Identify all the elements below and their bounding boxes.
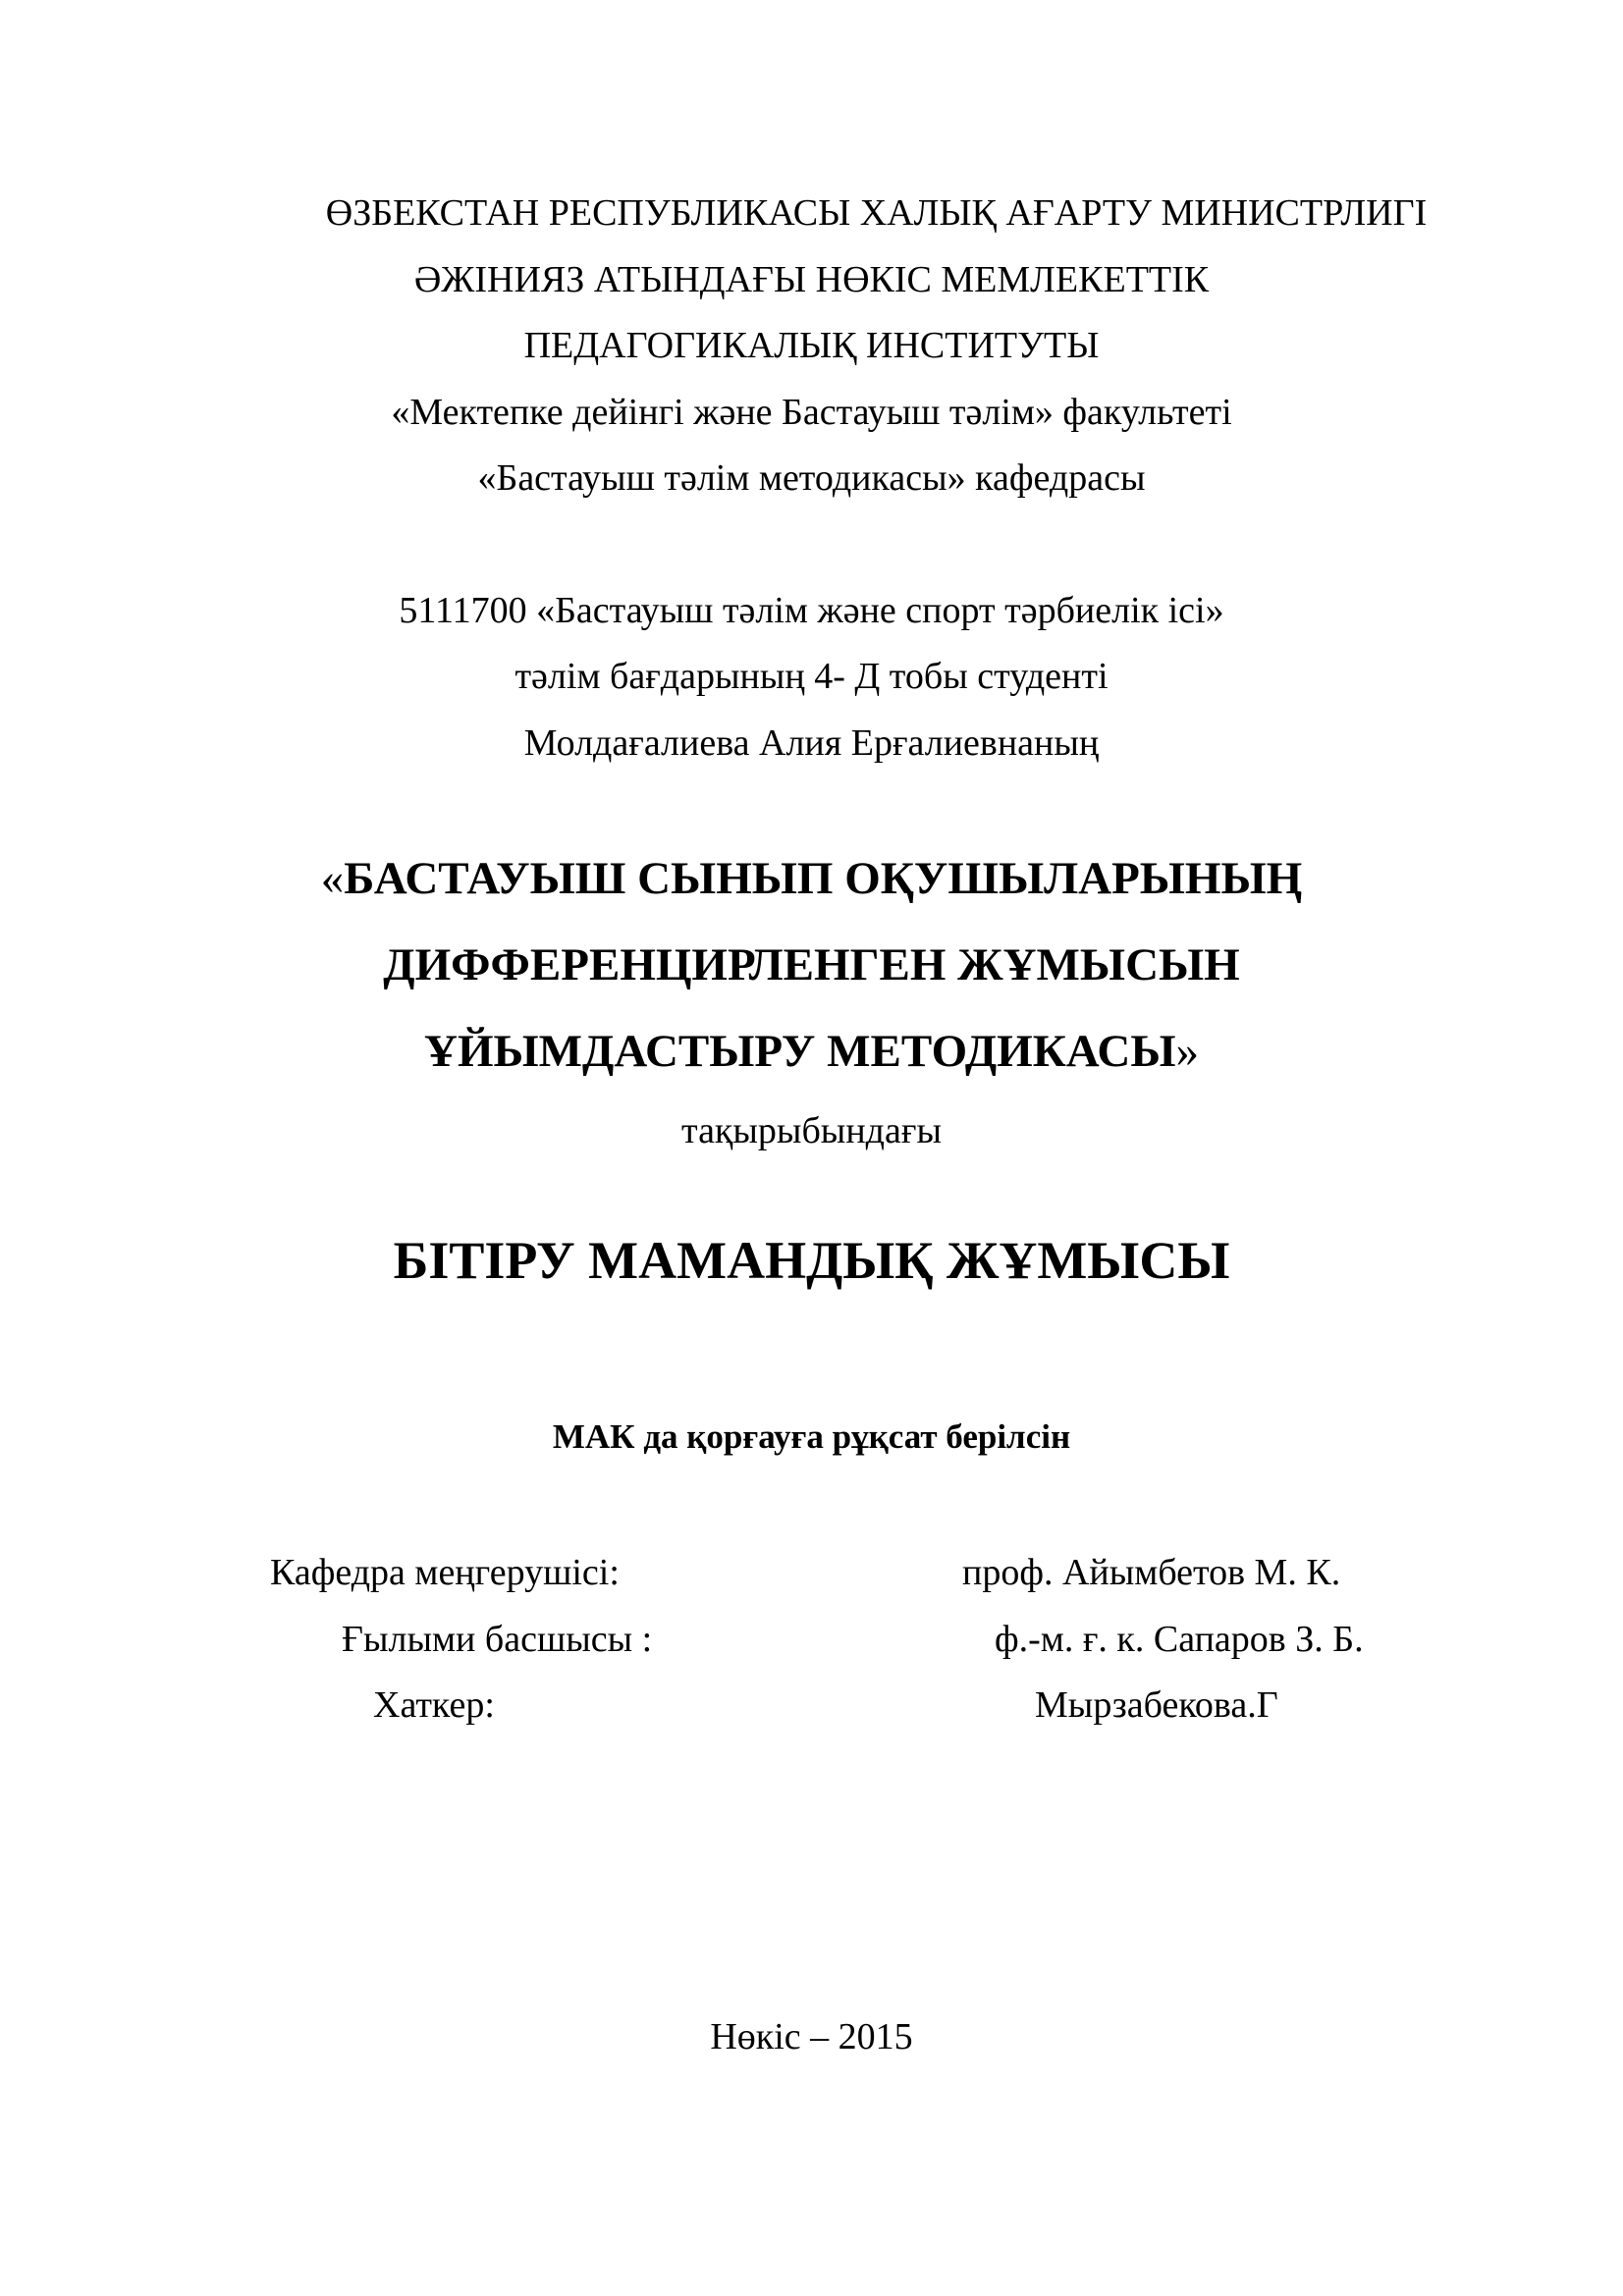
signature-person-supervisor: ф.-м. ғ. к. Сапаров З. Б. <box>995 1619 1364 1660</box>
title-line1-text: БАСТАУЫШ СЫНЫП ОҚУШЫЛАРЫНЫҢ <box>344 853 1303 904</box>
institute-name-line1: ӘЖІНИЯЗ АТЫНДАҒЫ НӨКІС МЕМЛЕКЕТТІК <box>413 259 1210 300</box>
signature-role-head: Кафедра меңгерушісі: <box>270 1552 620 1593</box>
thesis-title-line3 <box>0 1025 1623 1078</box>
institute-name-line2: ПЕДАГОГИКАЛЫҚ ИНСТИТУТЫ <box>523 325 1100 366</box>
signature-role-secretary: Хаткер: <box>373 1684 495 1726</box>
ministry-name: ӨЗБЕКСТАН РЕСПУБЛИКАСЫ ХАЛЫҚ АҒАРТУ МИНИСТРЛИГІ <box>325 192 1428 234</box>
student-group: тәлім бағдарының 4- Д тобы студенті <box>514 656 1109 697</box>
title-line3-text: ҰЙЫМДАСТЫРУ МЕТОДИКАСЫ <box>424 1026 1176 1077</box>
thesis-title-line1 <box>0 852 1623 905</box>
thesis-subtitle: тақырыбындағы <box>681 1110 942 1151</box>
department-name: «Бастауыш тәлім методикасы» кафедрасы <box>477 457 1146 499</box>
student-name: Молдағалиева Алия Ерғалиевнаның <box>523 722 1100 764</box>
program-name: 5111700 «Бастауыш тәлім және спорт тәрбиелік ісі» <box>399 590 1224 631</box>
signature-person-secretary: Мырзабекова.Г <box>1035 1684 1278 1726</box>
title-close-quote: » <box>1175 1026 1199 1077</box>
title-open-quote: « <box>320 853 345 904</box>
city-year: Нөкіс – 2015 <box>710 2016 913 2057</box>
signature-role-supervisor: Ғылыми басшысы : <box>342 1619 653 1660</box>
thesis-title-line2: ДИФФЕРЕНЦИРЛЕНГЕН ЖҰМЫСЫН <box>383 939 1240 990</box>
faculty-name: «Мектепке дейінгі және Бастауыш тәлім» факультеті <box>391 392 1232 433</box>
signature-person-head: проф. Айымбетов М. К. <box>962 1552 1341 1593</box>
defense-permission: МАК да қорғауға рұқсат берілсін <box>552 1417 1071 1456</box>
work-type: БІТІРУ МАМАНДЫҚ ЖҰМЫСЫ <box>393 1231 1230 1290</box>
